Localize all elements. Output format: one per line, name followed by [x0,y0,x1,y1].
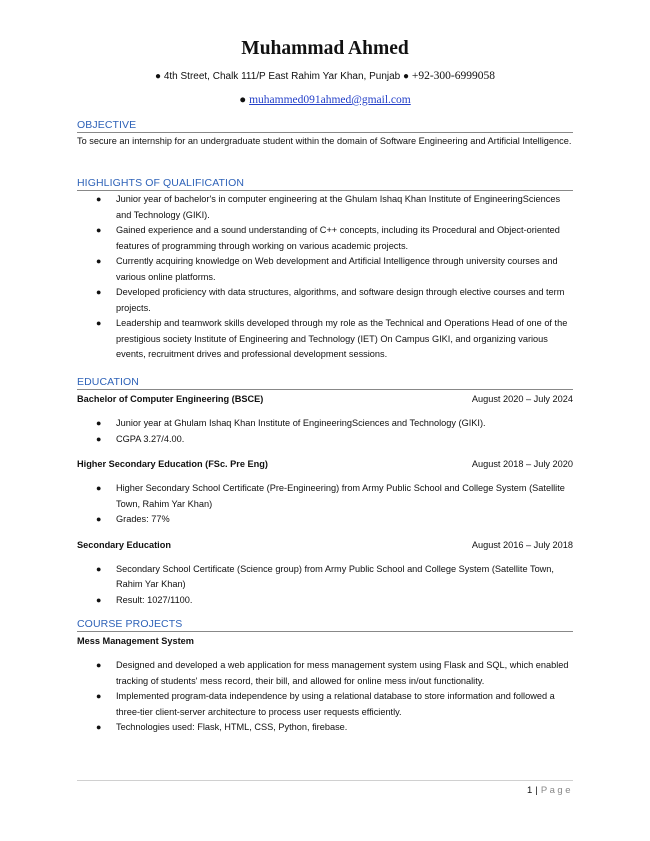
education-entry-fsc [77,457,573,472]
project-title: Mess Management System [77,636,194,646]
bullet-icon: ● [96,318,102,328]
degree-dates: August 2016 – July 2018 [471,539,573,550]
bullet-icon: ● [96,433,102,444]
bullet-icon: ● [96,514,102,524]
education-details-list [77,562,573,609]
bullet-icon: ● [96,225,102,235]
list-item: ● Junior year of bachelor's in computer engineering at the Ghulam Ishaq Khan Institute of EngineeringSciences and Technology (GIKI). [96,194,561,220]
page-number: 1 [527,785,533,796]
highlights-section [77,177,573,363]
bullet-icon: ● [96,691,102,701]
address-bullet: ● [154,71,162,82]
degree-title: Secondary Education [77,539,171,550]
education-details-list [77,416,573,447]
list-item: ● Implemented program-data independence by using a relational database to store information and followed a three-tier client-server architecture to process user requests efficiently. [96,691,555,717]
project-details-list [77,658,573,736]
degree-title: Bachelor of Computer Engineering (BSCE) [77,394,264,404]
objective-heading: OBJECTIVE [77,119,573,133]
degree-dates: August 2020 – July 2024 [471,394,573,404]
page-footer [77,780,573,796]
list-item: ● Gained experience and a sound understanding of C++ concepts, including its Procedural and Object-oriented features of programming through working on various academic projects. [96,225,560,251]
degree-title: Higher Secondary Education (FSc. Pre Eng) [77,459,268,469]
projects-section [77,618,573,736]
phone-bullet: ● [403,71,410,82]
email-bullet: ● [239,94,247,106]
bullet-icon: ● [96,483,102,493]
list-item: ● CGPA 3.27/4.00. [77,432,573,448]
bullet-icon: ● [96,418,102,428]
address: 4th Street, Chalk 111/P East Rahim Yar Khan, Punjab [163,71,401,82]
list-item: ● Developed proficiency with data structures, algorithms, and software design through elective courses and term projects. [96,287,565,313]
list-item: ● Secondary School Certificate (Science group) from Army Public School and College System (Satellite Town, Rahim Yar Khan) [96,563,554,589]
education-heading: EDUCATION [77,376,573,390]
bullet-icon: ● [96,594,102,605]
list-item: ● Designed and developed a web application for mess management system using Flask and SQL, which enabled tracking of students' mess record, their bill, and allowed for online mess in/out functionality. [96,660,569,686]
bullet-icon: ● [96,563,102,574]
list-item: ● Result: 1027/1100. [77,593,573,609]
contact-line [0,70,650,82]
education-entry-ssc [77,538,573,553]
list-item: ● Grades: 77% [77,512,573,528]
list-item: ● Higher Secondary School Certificate (Pre-Engineering) from Army Public School and College System (Satellite Town, Rahim Yar Khan) [96,483,565,509]
candidate-name: Muhammad Ahmed [241,38,409,59]
bullet-icon: ● [96,722,102,732]
phone-number: +92-300-6999058 [411,70,496,82]
bullet-icon: ● [96,256,102,266]
footer-separator: | [535,785,538,796]
objective-text: To secure an internship for an undergraduate student within the domain of Software Engineering and Artificial Intelligence. [77,136,572,146]
bullet-icon: ● [96,660,102,670]
bullet-icon: ● [96,194,102,204]
highlights-heading: HIGHLIGHTS OF QUALIFICATION [77,177,573,191]
education-entry-bsce [77,392,573,407]
email-line [0,94,650,106]
list-item: ● Leadership and teamwork skills developed through my role as the Technical and Operations Head of one of the prestigious society Institute of Engineering and Technology (IET) On Campus GIKI, and organizing various events, recruitment drives and professional development sessions. [96,318,568,359]
education-details-list [77,481,573,528]
projects-heading: COURSE PROJECTS [77,618,573,632]
bullet-icon: ● [96,287,102,297]
degree-dates: August 2018 – July 2020 [471,459,573,469]
list-item: ● Currently acquiring knowledge on Web development and Artificial Intelligence through university courses and various online platforms. [96,256,558,282]
list-item: ● Technologies used: Flask, HTML, CSS, Python, firebase. [77,720,573,736]
education-section [77,376,573,608]
objective-section [77,119,573,150]
highlights-list [77,192,573,363]
page-label: Page [540,785,573,796]
list-item: ● Junior year at Ghulam Ishaq Khan Institute of EngineeringSciences and Technology (GIKI). [77,416,573,432]
email-link[interactable]: muhammed091ahmed@gmail.com [249,94,411,106]
